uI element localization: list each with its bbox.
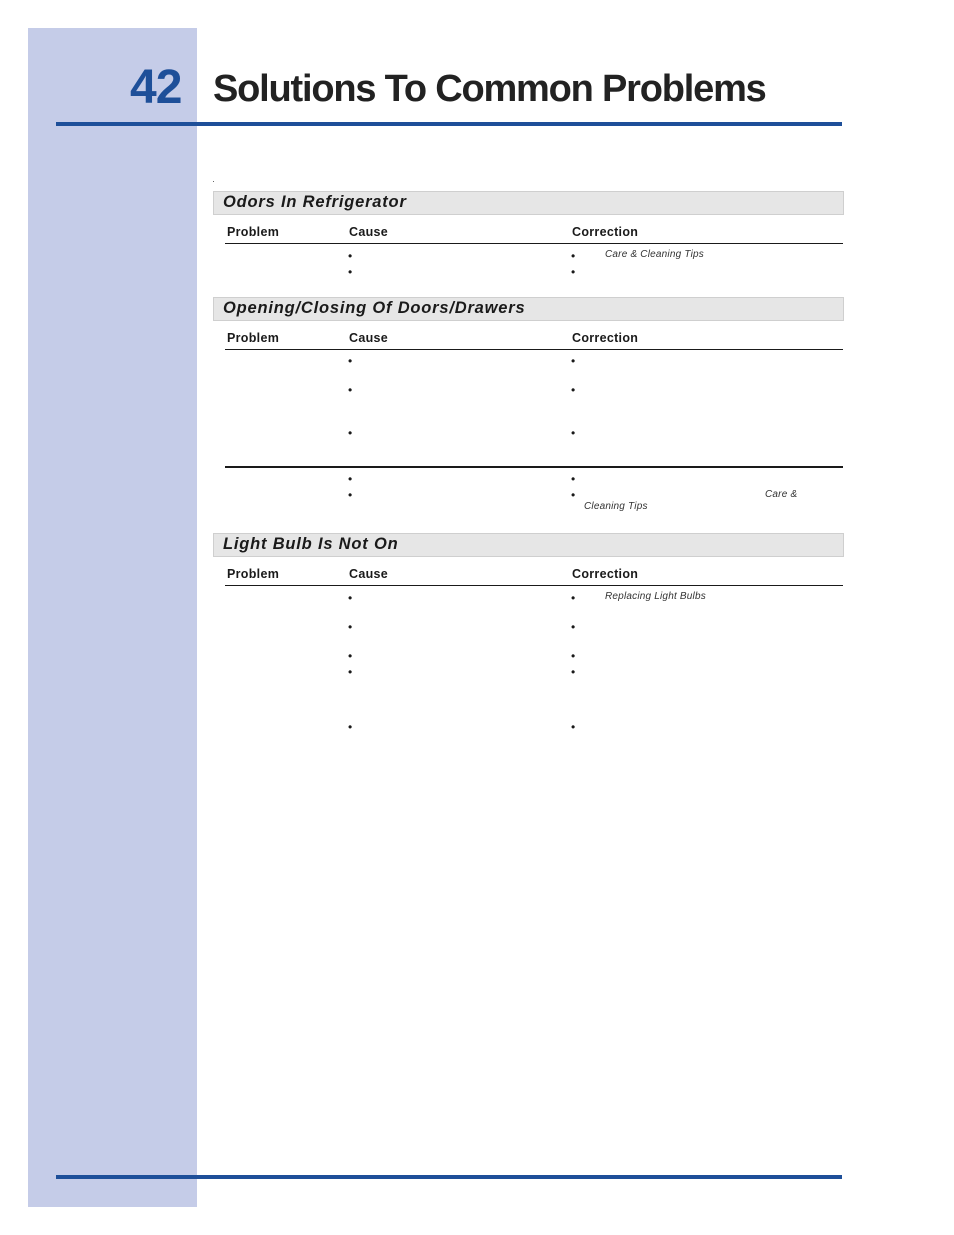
- reference-care-and: Care &: [765, 489, 798, 500]
- column-header-cause: Cause: [349, 225, 389, 239]
- row-divider: [225, 466, 843, 468]
- section-header-light-bulb: [213, 533, 844, 557]
- cause-bullet: •: [348, 649, 353, 663]
- column-header-cause: Cause: [349, 567, 389, 581]
- page-number: 42: [130, 61, 182, 114]
- header-rule: [56, 122, 842, 126]
- sidebar-band: [28, 28, 197, 1207]
- correction-bullet: •: [571, 665, 576, 679]
- correction-bullet: •: [571, 426, 576, 440]
- correction-bullet: •: [571, 620, 576, 634]
- column-header-cause: Cause: [349, 331, 389, 345]
- table-rule: [225, 243, 843, 244]
- section-title: Light Bulb Is Not On: [223, 535, 399, 553]
- section-header-doors-drawers: [213, 297, 844, 321]
- cause-bullet: •: [348, 620, 353, 634]
- cause-bullet: •: [348, 591, 353, 605]
- correction-bullet: •: [571, 591, 576, 605]
- cause-bullet: •: [348, 472, 353, 486]
- cause-bullet: •: [348, 665, 353, 679]
- column-header-correction: Correction: [572, 225, 639, 239]
- correction-bullet: •: [571, 265, 576, 279]
- reference-care-cleaning-tips: Care & Cleaning Tips: [605, 249, 704, 260]
- reference-replacing-light-bulbs: Replacing Light Bulbs: [605, 591, 706, 602]
- cause-bullet: •: [348, 488, 353, 502]
- column-header-correction: Correction: [572, 331, 639, 345]
- reference-cleaning-tips: Cleaning Tips: [584, 501, 648, 512]
- column-header-problem: Problem: [227, 225, 280, 239]
- footer-rule: [56, 1175, 842, 1179]
- correction-bullet: •: [571, 649, 576, 663]
- correction-bullet: •: [571, 488, 576, 502]
- table-rule: [225, 585, 843, 586]
- column-header-correction: Correction: [572, 567, 639, 581]
- section-title: Odors In Refrigerator: [223, 193, 407, 211]
- stray-mark: [213, 181, 214, 182]
- column-header-problem: Problem: [227, 567, 280, 581]
- cause-bullet: •: [348, 720, 353, 734]
- column-header-problem: Problem: [227, 331, 280, 345]
- cause-bullet: •: [348, 265, 353, 279]
- cause-bullet: •: [348, 383, 353, 397]
- cause-bullet: •: [348, 426, 353, 440]
- table-rule: [225, 349, 843, 350]
- section-title: Opening/Closing Of Doors/Drawers: [223, 299, 526, 317]
- section-header-odors: [213, 191, 844, 215]
- cause-bullet: •: [348, 249, 353, 263]
- correction-bullet: •: [571, 354, 576, 368]
- correction-bullet: •: [571, 720, 576, 734]
- page-title: Solutions To Common Problems: [213, 68, 766, 110]
- correction-bullet: •: [571, 472, 576, 486]
- correction-bullet: •: [571, 383, 576, 397]
- correction-bullet: •: [571, 249, 576, 263]
- cause-bullet: •: [348, 354, 353, 368]
